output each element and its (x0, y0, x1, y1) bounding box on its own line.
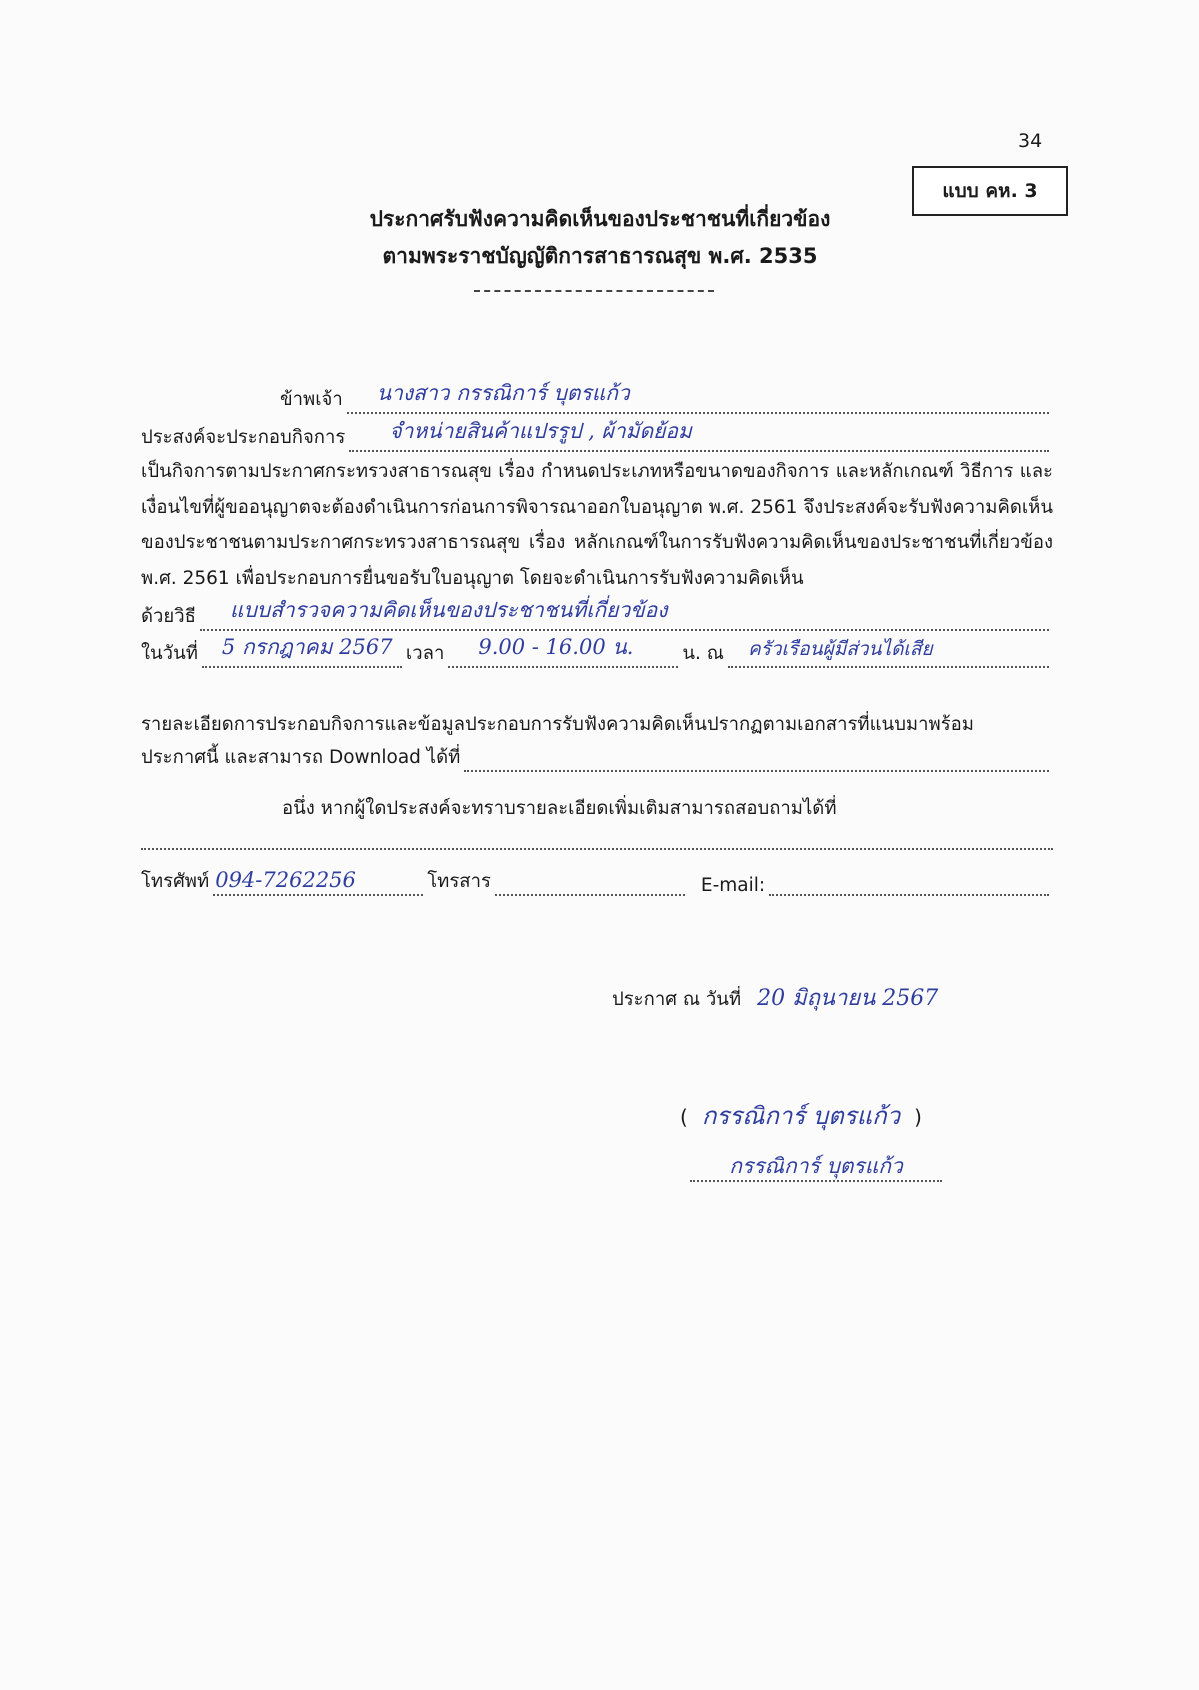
signature-row (680, 1096, 922, 1135)
announce-row (612, 980, 938, 1015)
time-label: เวลา (405, 643, 445, 664)
form-code-box: แบบ คห. 3 (912, 166, 1068, 216)
date-label: ในวันที่ (141, 643, 198, 664)
time-field (448, 635, 678, 668)
signature-close-paren: ) (914, 1105, 922, 1129)
title-divider (474, 290, 714, 292)
applicant-label: ข้าพเจ้า (280, 389, 343, 410)
method-label: ด้วยวิธี (141, 606, 196, 627)
email-field (769, 870, 1049, 896)
schedule-row (141, 634, 1053, 668)
date-field (202, 635, 402, 668)
applicant-field (347, 381, 1049, 414)
method-field (200, 598, 1049, 631)
phone-value: 094-7262256 (215, 868, 356, 892)
title-line-2: ตามพระราชบัญญัติการสาธารณสุข พ.ศ. 2535 (382, 244, 818, 268)
signature-name-field (690, 1150, 942, 1182)
business-label: ประสงค์จะประกอบกิจการ (141, 427, 346, 448)
inquiry-dotted-line (141, 848, 1053, 850)
announce-label: ประกาศ ณ วันที่ (612, 989, 742, 1010)
fax-label: โทรสาร (427, 871, 491, 892)
date-value: 5 กรกฎาคม 2567 (221, 635, 393, 659)
time-value: 9.00 - 16.00 น. (478, 635, 634, 659)
business-field (349, 419, 1049, 452)
details-line-2: ประกาศนี้ และสามารถ Download ได้ที่ (141, 747, 461, 768)
business-row (141, 418, 1053, 452)
inquiry-text: อนึ่ง หากผู้ใดประสงค์จะทราบรายละเอียดเพิ่มเติมสามารถสอบถามได้ที่ (282, 798, 837, 819)
signature-handwritten-name: กรรณิการ์ บุตรแก้ว (701, 1102, 901, 1130)
title-line-1: ประกาศรับฟังความคิดเห็นของประชาชนที่เกี่ยวข้อง (369, 207, 831, 231)
method-value: แบบสำรวจความคิดเห็นของประชาชนที่เกี่ยวข้อง (229, 598, 668, 622)
announcement-paragraph: เป็นกิจการตามประกาศกระทรวงสาธารณสุข เรื่อง กำหนดประเภทหรือขนาดของกิจการ และหลักเกณฑ์ วิธีการ และเงื่อนไขที่ผู้ขออนุญาตจะต้องดำเนินการก่อนการพิจารณาออกใบอนุญาต พ.ศ. 2561 จึงประสงค์จะรับฟังความคิดเห็นของประชาชนตามประกาศกระทรวงสาธารณสุข เรื่อง หลักเกณฑ์ในการรับฟังความคิดเห็นของประชาชนที่เกี่ยวข้อง พ.ศ. 2561 เพื่อประกอบการยื่นขอรับใบอนุญาต โดยจะดำเนินการรับฟังความคิดเห็น (141, 461, 1053, 589)
place-value: ครัวเรือนผู้มีส่วนได้เสีย (747, 638, 933, 660)
phone-label: โทรศัพท์ (141, 871, 210, 892)
applicant-value: นางสาว กรรณิการ์ บุตรแก้ว (376, 381, 630, 405)
download-field (464, 746, 1049, 772)
download-row (141, 738, 1053, 772)
announce-date-value: 20 มิถุนายน 2567 (757, 986, 939, 1011)
page-number: 34 (1018, 130, 1043, 152)
phone-field (213, 870, 423, 896)
details-line-1: รายละเอียดการประกอบกิจการและข้อมูลประกอบการรับฟังความคิดเห็นปรากฏตามเอกสารที่แนบมาพร้อม (141, 714, 974, 735)
signature-open-paren: ( (680, 1105, 688, 1129)
business-value: จำหน่ายสินค้าแปรรูป , ผ้ามัดย้อม (389, 419, 692, 443)
fax-field (495, 870, 685, 896)
place-field (728, 638, 1049, 668)
email-label: E-mail: (700, 875, 766, 896)
place-label: น. ณ (682, 643, 724, 664)
signature-name-below: กรรณิการ์ บุตรแก้ว (729, 1154, 903, 1178)
method-row (141, 597, 1053, 631)
applicant-row (280, 380, 1053, 414)
contact-row (141, 862, 1053, 896)
